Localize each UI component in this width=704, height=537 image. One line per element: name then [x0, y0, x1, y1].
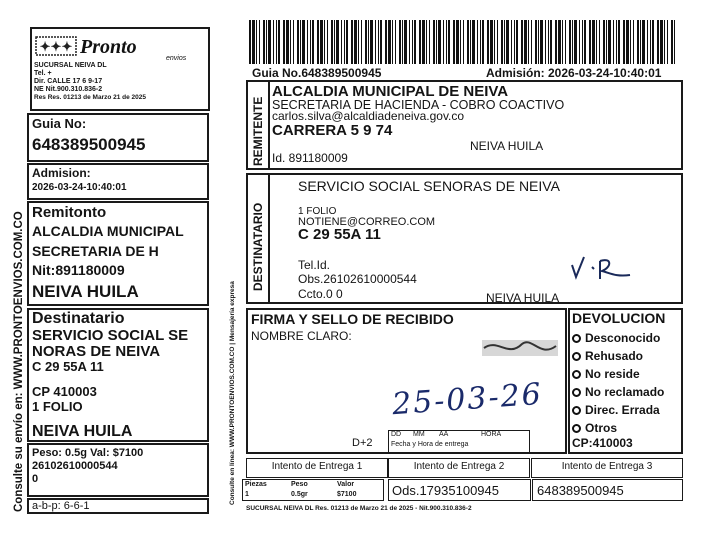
- barcode-bar: [429, 20, 430, 64]
- barcode-bar: [652, 20, 654, 64]
- barcode-bar: [596, 20, 597, 64]
- left-bottom-box: [27, 443, 209, 497]
- intento-1-label: Intento de Entrega 1: [271, 461, 363, 472]
- guide-box: [27, 113, 209, 162]
- barcode-bar: [278, 20, 280, 64]
- barcode-bar: [671, 20, 673, 64]
- barcode-bar: [516, 20, 518, 64]
- left-recipient-city: NEIVA HUILA: [32, 423, 133, 440]
- barcode-bar: [630, 20, 631, 64]
- footer-text: SUCURSAL NEIVA DL Res. 01213 de Marzo 21 de 2025 - Nit.900.310.836-2: [246, 505, 472, 512]
- barcode-bar: [249, 20, 251, 64]
- option-otros[interactable]: Otros: [572, 419, 664, 437]
- barcode-bar: [375, 20, 376, 64]
- barcode-bar: [480, 20, 481, 64]
- pieces-table: [242, 479, 384, 501]
- logo-header-box: [30, 27, 210, 111]
- barcode-bar: [574, 20, 577, 64]
- barcode-bar: [647, 20, 648, 64]
- barcode-bar: [558, 20, 561, 64]
- sender-header-line4: NE Nit.900.310.836-2: [34, 86, 103, 93]
- value-header: Valor: [337, 481, 355, 488]
- barcode-bar: [667, 20, 668, 64]
- barcode-bar: [358, 20, 359, 64]
- barcode-bar: [521, 20, 523, 64]
- barcode-bar: [606, 20, 607, 64]
- barcode-bar: [613, 20, 614, 64]
- barcode-bar: [266, 20, 267, 64]
- destinatario-tab: DESTINATARIO: [251, 202, 265, 291]
- barcode-bar: [640, 20, 641, 64]
- option-rehusado[interactable]: Rehusado: [572, 347, 664, 365]
- guide-number: 648389500945: [32, 135, 146, 154]
- guide-label: Guia No:: [32, 116, 87, 131]
- handwritten-initials: [566, 251, 638, 285]
- left-sender-title: Remitonto: [32, 204, 107, 221]
- barcode-bar: [351, 20, 353, 64]
- barcode-bar: [302, 20, 305, 64]
- barcode-bar: [443, 20, 444, 64]
- barcode-bar: [378, 20, 379, 64]
- barcode-bar: [252, 20, 255, 64]
- barcode-bar: [608, 20, 611, 64]
- date-col-mm: MM: [413, 431, 425, 438]
- left-sender-line1: ALCALDIA MUNICIPAL: [32, 223, 184, 239]
- barcode-bar: [569, 20, 571, 64]
- barcode-bar: [540, 20, 543, 64]
- barcode-bar: [307, 20, 308, 64]
- pieces-header: Piezas: [245, 481, 267, 488]
- barcode-bar: [409, 20, 410, 64]
- destinatario-obs: Obs.26102610000544: [298, 272, 417, 286]
- remitente-tab: REMITENTE: [251, 96, 265, 166]
- nombre-claro-label: NOMBRE CLARO:: [251, 329, 352, 343]
- track-side-text: Consulte en línea: WWW.PRONTOENVIOS.COM.CO | Mensajería expresa: [229, 281, 236, 505]
- barcode-bar: [511, 20, 512, 64]
- destinatario-city: NEIVA HUILA: [486, 291, 560, 305]
- barcode-bar: [290, 20, 291, 64]
- barcode-bar: [310, 20, 311, 64]
- barcode-bar: [531, 20, 532, 64]
- barcode-bar: [327, 20, 328, 64]
- ods-box: [388, 479, 531, 501]
- barcode-bar: [404, 20, 407, 64]
- devolucion-options: [572, 329, 664, 437]
- barcode-bar: [365, 20, 367, 64]
- barcode-bar: [490, 20, 493, 64]
- left-recipient-line2: NORAS DE NEIVA: [32, 343, 161, 360]
- left-sender-box: [27, 201, 209, 306]
- intento-3-label: Intento de Entrega 3: [561, 461, 653, 472]
- barcode-bar: [660, 20, 663, 64]
- logo-wordmark: Pronto: [80, 36, 137, 58]
- barcode-bar: [336, 20, 339, 64]
- value-value: $7100: [337, 491, 357, 498]
- left-sender-city: NEIVA HUILA: [32, 282, 139, 301]
- barcode-bar: [334, 20, 335, 64]
- barcode-bar: [273, 20, 274, 64]
- barcode-bar: [402, 20, 403, 64]
- dplus-label: D+2: [352, 437, 373, 449]
- ods-number: Ods.17935100945: [392, 483, 499, 498]
- barcode-bar: [642, 20, 645, 64]
- destinatario-address: C 29 55A 11: [298, 226, 381, 243]
- barcode-bar: [380, 20, 382, 64]
- delivery-caption: Fecha y Hora de entrega: [391, 441, 469, 448]
- pronto-logo: [34, 31, 208, 61]
- intento-2-box: [388, 458, 530, 478]
- pieces-value: 1: [245, 491, 249, 498]
- barcode-bar: [414, 20, 416, 64]
- firma-box: [246, 308, 567, 454]
- barcode-bar: [426, 20, 427, 64]
- left-recipient-folio: 1 FOLIO: [32, 399, 83, 414]
- devolucion-cp: CP:410003: [572, 436, 633, 450]
- barcode-bar: [514, 20, 515, 64]
- radio-icon: [572, 424, 581, 433]
- barcode-bar: [626, 20, 629, 64]
- destinatario-name: SERVICIO SOCIAL SENORAS DE NEIVA: [298, 178, 560, 194]
- barcode-bar: [545, 20, 546, 64]
- barcode-bar: [361, 20, 362, 64]
- radio-icon: [572, 334, 581, 343]
- barcode-bar: [388, 20, 391, 64]
- remitente-email: carlos.silva@alcaldiadeneiva.gov.co: [272, 109, 465, 123]
- barcode-bar: [582, 20, 583, 64]
- rubber-stamp-scribble: [478, 334, 562, 362]
- barcode-bar: [506, 20, 509, 64]
- remitente-name: ALCALDIA MUNICIPAL DE NEIVA: [272, 83, 509, 100]
- barcode-bar: [268, 20, 271, 64]
- devolucion-title: DEVOLUCION: [572, 310, 666, 326]
- barcode-bar: [664, 20, 665, 64]
- barcode-bar: [341, 20, 342, 64]
- remitente-dept: SECRETARIA DE HACIENDA - COBRO COACTIVO: [272, 98, 565, 112]
- barcode-bar: [470, 20, 471, 64]
- radio-icon: [572, 370, 581, 379]
- weight-header: Peso: [291, 481, 308, 488]
- barcode-bar: [368, 20, 369, 64]
- sender-header-line3: Dir. CALLE 17 6 9-17: [34, 78, 103, 85]
- barcode-bar: [419, 20, 421, 64]
- barcode-bar: [259, 20, 260, 64]
- barcode-bar: [472, 20, 475, 64]
- barcode-bar: [392, 20, 393, 64]
- barcode-bar: [346, 20, 348, 64]
- ods-guide-number: 648389500945: [537, 483, 624, 498]
- barcode-bar: [555, 20, 557, 64]
- left-recipient-title: Destinatario: [32, 310, 125, 327]
- barcode-bar: [460, 20, 461, 64]
- left-recipient-cp: CP 410003: [32, 384, 97, 399]
- barcode-bar: [436, 20, 437, 64]
- svg-text:✦✦✦: ✦✦✦: [39, 39, 73, 54]
- barcode-bar: [623, 20, 625, 64]
- barcode-bar: [293, 20, 294, 64]
- barcode-bar: [433, 20, 435, 64]
- barcode-bar: [467, 20, 469, 64]
- barcode-bar: [572, 20, 573, 64]
- delivery-datetime-box: [388, 430, 530, 454]
- destinatario-folio: 1 FOLIO: [298, 206, 337, 217]
- barcode-bar: [616, 20, 617, 64]
- barcode-bar: [501, 20, 503, 64]
- barcode-bar: [599, 20, 600, 64]
- firma-title: FIRMA Y SELLO DE RECIBIDO: [251, 311, 454, 327]
- left-sender-nit: Nit:891180009: [32, 262, 125, 278]
- barcode-bar: [618, 20, 620, 64]
- barcode-bar: [657, 20, 659, 64]
- barcode-bar: [412, 20, 413, 64]
- barcode-bar: [603, 20, 605, 64]
- handwritten-date: 25-03-26: [390, 376, 544, 423]
- barcode-bar: [535, 20, 537, 64]
- barcode-bar: [453, 20, 455, 64]
- remitente-address: CARRERA 5 9 74: [272, 122, 393, 139]
- barcode-bar: [497, 20, 498, 64]
- barcode-bar: [300, 20, 301, 64]
- remitente-box: [246, 80, 683, 170]
- intento-1-box: [246, 458, 388, 478]
- barcode-bar: [538, 20, 539, 64]
- barcode: [247, 20, 680, 66]
- barcode-bar: [331, 20, 333, 64]
- barcode-bar: [487, 20, 489, 64]
- barcode-bar: [385, 20, 387, 64]
- radio-icon: [572, 352, 581, 361]
- option-direc-errada[interactable]: Direc. Errada: [572, 401, 664, 419]
- barcode-bar: [579, 20, 580, 64]
- option-no-reclamado[interactable]: No reclamado: [572, 383, 664, 401]
- barcode-bar: [633, 20, 634, 64]
- destinatario-tel: Tel.Id.: [298, 258, 331, 272]
- ods-guide-box: [532, 479, 683, 501]
- option-desconocido[interactable]: Desconocido: [572, 329, 664, 347]
- sender-header-line2: Tel. +: [34, 70, 52, 77]
- destinatario-email: NOTIENE@CORREO.COM: [298, 216, 436, 228]
- destinatario-box: [246, 173, 683, 304]
- admission-label: Admision:: [32, 166, 91, 180]
- barcode-bar: [286, 20, 289, 64]
- barcode-bar: [456, 20, 459, 64]
- barcode-bar: [504, 20, 505, 64]
- barcode-bar: [320, 20, 323, 64]
- sender-header-line1: SUCURSAL NEIVA DL: [34, 62, 107, 69]
- barcode-bar: [589, 20, 591, 64]
- barcode-bar: [565, 20, 566, 64]
- intento-3-box: [531, 458, 683, 478]
- left-recipient-line1: SERVICIO SOCIAL SE: [32, 327, 189, 344]
- barcode-bar: [422, 20, 425, 64]
- barcode-bar: [399, 20, 401, 64]
- barcode-bar: [592, 20, 595, 64]
- barcode-bar: [494, 20, 495, 64]
- barcode-bar: [448, 20, 450, 64]
- guide-top-label: Guia No.648389500945: [252, 66, 382, 80]
- admission-value: 2026-03-24-10:40:01: [32, 182, 127, 193]
- barcode-bar: [477, 20, 478, 64]
- barcode-bar: [276, 20, 277, 64]
- barcode-bar: [548, 20, 549, 64]
- barcode-bar: [524, 20, 527, 64]
- consult-side-text: Consulte su envío en: WWW.PRONTOENVIOS.COM.CO: [13, 211, 25, 512]
- barcode-bar: [317, 20, 319, 64]
- barcode-bar: [312, 20, 314, 64]
- barcode-bar: [395, 20, 396, 64]
- barcode-bar: [637, 20, 639, 64]
- intento-2-label: Intento de Entrega 2: [413, 461, 505, 472]
- barcode-bar: [256, 20, 257, 64]
- route-code: a-b-p: 6-6-1: [32, 500, 90, 512]
- remitente-city: NEIVA HUILA: [470, 139, 544, 153]
- logo-subtext: envios: [166, 55, 187, 61]
- barcode-bar: [550, 20, 552, 64]
- barcode-bar: [463, 20, 464, 64]
- sender-header-line5: Res Res. 01213 de Marzo 21 de 2025: [34, 94, 147, 101]
- radio-icon: [572, 388, 581, 397]
- devolucion-box: [568, 308, 683, 454]
- option-no-reside[interactable]: No reside: [572, 365, 664, 383]
- destinatario-ccto: Ccto.0 0: [298, 287, 343, 301]
- obs-code: 26102610000544: [32, 460, 118, 472]
- barcode-bar: [344, 20, 345, 64]
- barcode-bar: [446, 20, 447, 64]
- weight-value-line: Peso: 0.5g Val: $7100: [32, 447, 144, 459]
- barcode-bar: [297, 20, 299, 64]
- radio-icon: [572, 406, 581, 415]
- barcode-bar: [528, 20, 529, 64]
- barcode-bar: [482, 20, 484, 64]
- barcode-bar: [650, 20, 651, 64]
- barcode-bar: [562, 20, 563, 64]
- weight-value: 0.5gr: [291, 491, 308, 498]
- barcode-bar: [674, 20, 675, 64]
- barcode-bar: [283, 20, 285, 64]
- barcode-bar: [370, 20, 373, 64]
- zero-value: 0: [32, 473, 39, 485]
- barcode-bar: [354, 20, 357, 64]
- date-col-hora: HORA: [481, 431, 502, 438]
- barcode-bar: [324, 20, 325, 64]
- left-recipient-box: [27, 308, 209, 442]
- date-col-aa: AA: [439, 431, 449, 438]
- admission-top-label: Admisión: 2026-03-24-10:40:01: [486, 66, 662, 80]
- barcode-bar: [263, 20, 265, 64]
- admission-box: [27, 163, 209, 200]
- remitente-id: Id. 891180009: [272, 151, 348, 165]
- route-box: [27, 498, 209, 514]
- left-recipient-line3: C 29 55A 11: [32, 359, 104, 374]
- barcode-bar: [438, 20, 441, 64]
- left-sender-line2: SECRETARIA DE H: [32, 243, 159, 259]
- date-col-dd: DD: [391, 431, 402, 438]
- barcode-bar: [584, 20, 586, 64]
